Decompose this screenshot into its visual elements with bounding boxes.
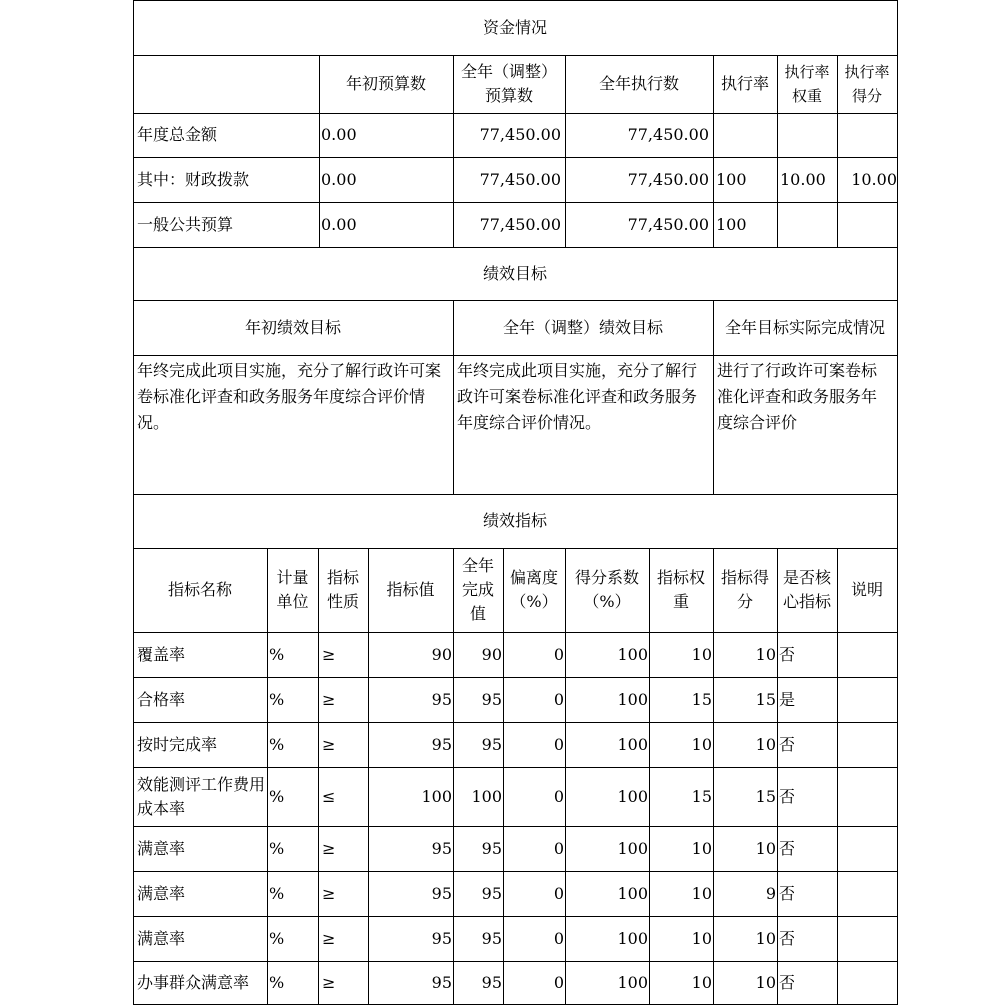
indicator-row-target: 100 — [421, 786, 452, 806]
indicator-row-nature: ≥ — [322, 883, 336, 903]
indicator-row-target: 95 — [431, 838, 452, 858]
table-rule — [713, 55, 714, 247]
indicator-row-score: 10 — [755, 734, 776, 754]
indicator-header-score: 指标得分 — [720, 568, 769, 611]
indicator-row-target: 90 — [431, 644, 452, 664]
indicator-row-note — [837, 961, 897, 1005]
funding-row-adjusted: 77,450.00 — [479, 169, 561, 189]
indicator-row-actual: 95 — [481, 838, 502, 858]
table-rule — [133, 247, 898, 248]
indicator-row-core: 否 — [779, 883, 796, 903]
indicator-row-deviation: 0 — [553, 644, 564, 664]
indicator-row-target: 95 — [431, 689, 452, 709]
indicator-header-coef: 得分系数（%） — [574, 568, 639, 611]
indicator-header-name: 指标名称 — [167, 580, 232, 599]
indicator-row-name: 满意率 — [137, 928, 186, 948]
funding-row-executed: 77,450.00 — [627, 169, 709, 189]
funding-row-rate: 100 — [716, 169, 747, 189]
table-rule — [133, 722, 898, 723]
table-rule — [133, 767, 898, 768]
table-rule — [133, 355, 898, 356]
funding-header-blank — [133, 55, 319, 113]
indicator-row-core: 否 — [779, 928, 796, 948]
indicator-row-nature: ≥ — [322, 644, 336, 664]
table-rule — [837, 548, 838, 1005]
table-rule — [133, 157, 898, 158]
table-rule — [133, 55, 898, 56]
funding-row-name: 一般公共预算 — [137, 214, 234, 234]
indicator-row-core: 否 — [779, 734, 796, 754]
indicator-row-nature: ≥ — [322, 689, 336, 709]
indicator-row-deviation: 0 — [553, 734, 564, 754]
indicator-row-score: 10 — [755, 928, 776, 948]
indicator-row-unit: % — [269, 973, 285, 992]
indicator-header-core: 是否核心指标 — [782, 568, 831, 611]
table-rule — [133, 0, 134, 1005]
table-rule — [453, 55, 454, 247]
funding-row-rate — [713, 113, 777, 157]
indicator-row-actual: 95 — [481, 734, 502, 754]
indicator-row-note — [837, 722, 897, 767]
indicator-row-unit: % — [269, 644, 285, 664]
indicator-row-actual: 95 — [481, 973, 502, 992]
funding-row-score — [837, 202, 897, 247]
indicator-row-name: 合格率 — [137, 689, 186, 709]
indicator-row-name: 满意率 — [137, 838, 186, 858]
funding-row-rate: 100 — [716, 214, 747, 234]
table-rule — [713, 300, 714, 494]
table-rule — [267, 548, 268, 1005]
indicators-section-title: 绩效指标 — [482, 511, 547, 530]
indicator-row-score: 10 — [755, 838, 776, 858]
funding-section-title: 资金情况 — [482, 17, 547, 37]
indicator-row-weight: 10 — [691, 734, 712, 754]
funding-row-executed: 77,450.00 — [627, 214, 709, 234]
table-rule — [777, 55, 778, 247]
indicator-row-nature: ≤ — [322, 786, 336, 806]
indicator-row-weight: 10 — [691, 644, 712, 664]
table-rule — [897, 0, 898, 1005]
table-rule — [133, 826, 898, 827]
funding-row-initial: 0.00 — [321, 169, 357, 189]
header-executed: 全年执行数 — [598, 74, 679, 93]
table-rule — [133, 0, 898, 1]
indicator-row-coef: 100 — [617, 973, 648, 992]
table-rule — [453, 548, 454, 1005]
indicator-row-unit: % — [269, 883, 285, 903]
indicator-row-coef: 100 — [617, 883, 648, 903]
indicator-row-coef: 100 — [617, 734, 648, 754]
table-rule — [133, 677, 898, 678]
indicator-row-core: 否 — [779, 838, 796, 858]
indicator-row-weight: 10 — [691, 838, 712, 858]
table-rule — [713, 548, 714, 1005]
table-rule — [319, 55, 320, 247]
funding-row-name: 其中：财政拨款 — [137, 169, 250, 189]
indicator-row-core: 否 — [779, 786, 796, 806]
indicator-row-note — [837, 826, 897, 871]
indicator-header-target: 指标值 — [386, 580, 435, 599]
indicator-row-core: 是 — [779, 689, 796, 709]
table-rule — [565, 55, 566, 247]
indicator-row-nature: ≥ — [322, 928, 336, 948]
funding-row-score: 10.00 — [851, 169, 897, 189]
table-rule — [133, 632, 898, 633]
table-rule — [777, 548, 778, 1005]
table-rule — [565, 548, 566, 1005]
funding-row-executed: 77,450.00 — [627, 125, 709, 144]
indicator-row-core: 否 — [779, 644, 796, 664]
indicator-row-unit: % — [269, 928, 285, 948]
indicator-row-coef: 100 — [617, 838, 648, 858]
indicator-header-deviation: 偏离度（%） — [509, 568, 558, 611]
goals-section-title: 绩效目标 — [482, 263, 547, 283]
indicator-row-score: 15 — [755, 786, 776, 806]
indicator-row-note — [837, 767, 897, 826]
indicator-row-coef: 100 — [617, 689, 648, 709]
indicator-row-nature: ≥ — [322, 973, 336, 992]
indicator-row-unit: % — [269, 689, 285, 709]
header-adjusted-budget: 全年（调整）预算数 — [461, 62, 558, 105]
indicator-row-unit: % — [269, 838, 285, 858]
indicator-row-actual: 90 — [481, 644, 502, 664]
indicator-row-coef: 100 — [617, 644, 648, 664]
table-rule — [318, 548, 319, 1005]
indicator-row-note — [837, 632, 897, 677]
indicator-row-unit: % — [269, 734, 285, 754]
indicator-row-name: 办事群众满意率 — [137, 973, 250, 992]
goals-adjusted-text: 年终完成此项目实施，充分了解行政许可案卷标准化评查和政务服务年度综合评价情况。 — [457, 361, 698, 432]
indicator-row-nature: ≥ — [322, 838, 336, 858]
indicator-row-score: 9 — [765, 883, 776, 903]
indicator-row-target: 95 — [431, 928, 452, 948]
table-rule — [133, 300, 898, 301]
indicator-row-nature: ≥ — [322, 734, 336, 754]
indicator-row-score: 10 — [755, 973, 776, 992]
indicator-row-deviation: 0 — [553, 689, 564, 709]
indicator-row-unit: % — [269, 786, 285, 806]
indicator-row-score: 10 — [755, 644, 776, 664]
table-rule — [368, 548, 369, 1005]
table-rule — [133, 202, 898, 203]
indicator-row-weight: 15 — [691, 786, 712, 806]
funding-row-weight — [777, 113, 837, 157]
indicator-header-note: 说明 — [850, 580, 883, 599]
indicator-row-coef: 100 — [617, 786, 648, 806]
indicator-header-nature: 指标性质 — [326, 568, 359, 611]
table-rule — [133, 961, 898, 962]
indicator-row-weight: 10 — [691, 928, 712, 948]
table-rule — [133, 113, 898, 114]
table-rule — [133, 548, 898, 549]
indicator-row-target: 95 — [431, 883, 452, 903]
indicator-header-unit: 计量单位 — [276, 568, 309, 611]
indicator-row-actual: 95 — [481, 689, 502, 709]
indicator-row-name: 覆盖率 — [137, 644, 186, 664]
goals-header-adjusted: 全年（调整）绩效目标 — [502, 317, 663, 337]
header-exec-rate: 执行率 — [720, 74, 769, 93]
table-rule — [503, 548, 504, 1005]
indicator-header-actual: 全年完成值 — [461, 556, 494, 623]
indicator-row-note — [837, 916, 897, 961]
indicator-row-core: 否 — [779, 973, 796, 992]
header-initial-budget: 年初预算数 — [345, 74, 426, 93]
table-rule — [837, 55, 838, 247]
indicator-row-actual: 100 — [471, 786, 502, 806]
indicator-row-name: 按时完成率 — [137, 734, 218, 754]
indicator-row-deviation: 0 — [553, 928, 564, 948]
funding-row-weight — [777, 202, 837, 247]
indicator-row-coef: 100 — [617, 928, 648, 948]
header-exec-score: 执行率得分 — [844, 63, 890, 105]
indicator-row-name: 效能测评工作费用成本率 — [137, 774, 266, 818]
table-rule — [133, 871, 898, 872]
table-rule — [133, 916, 898, 917]
indicator-row-deviation: 0 — [553, 838, 564, 858]
funding-row-score — [837, 113, 897, 157]
indicator-row-target: 95 — [431, 734, 452, 754]
indicator-row-actual: 95 — [481, 928, 502, 948]
indicator-row-note — [837, 677, 897, 722]
indicator-row-deviation: 0 — [553, 786, 564, 806]
indicator-row-name: 满意率 — [137, 883, 186, 903]
indicator-row-deviation: 0 — [553, 973, 564, 992]
goals-initial-text: 年终完成此项目实施，充分了解行政许可案卷标准化评查和政务服务年度综合评价情况。 — [137, 361, 442, 432]
indicator-row-actual: 95 — [481, 883, 502, 903]
funding-row-initial: 0.00 — [321, 214, 357, 234]
funding-row-adjusted: 77,450.00 — [479, 125, 561, 144]
indicator-row-note — [837, 871, 897, 916]
table-rule — [453, 300, 454, 494]
indicator-row-weight: 10 — [691, 883, 712, 903]
indicator-row-score: 15 — [755, 689, 776, 709]
goals-header-initial: 年初绩效目标 — [244, 317, 341, 337]
funding-row-initial: 0.00 — [321, 125, 357, 144]
indicator-row-target: 95 — [431, 973, 452, 992]
indicator-header-weight: 指标权重 — [656, 568, 705, 611]
funding-row-name: 年度总金额 — [137, 125, 218, 144]
funding-row-adjusted: 77,450.00 — [479, 214, 561, 234]
table-rule — [133, 494, 898, 495]
goals-actual-text: 进行了行政许可案卷标准化评查和政务服务年度综合评价 — [717, 361, 878, 432]
indicator-row-deviation: 0 — [553, 883, 564, 903]
goals-header-actual: 全年目标实际完成情况 — [724, 317, 885, 337]
indicator-row-weight: 15 — [691, 689, 712, 709]
indicator-row-weight: 10 — [691, 973, 712, 992]
funding-row-weight: 10.00 — [780, 169, 826, 189]
header-exec-weight: 执行率权重 — [784, 63, 830, 105]
table-rule — [649, 548, 650, 1005]
